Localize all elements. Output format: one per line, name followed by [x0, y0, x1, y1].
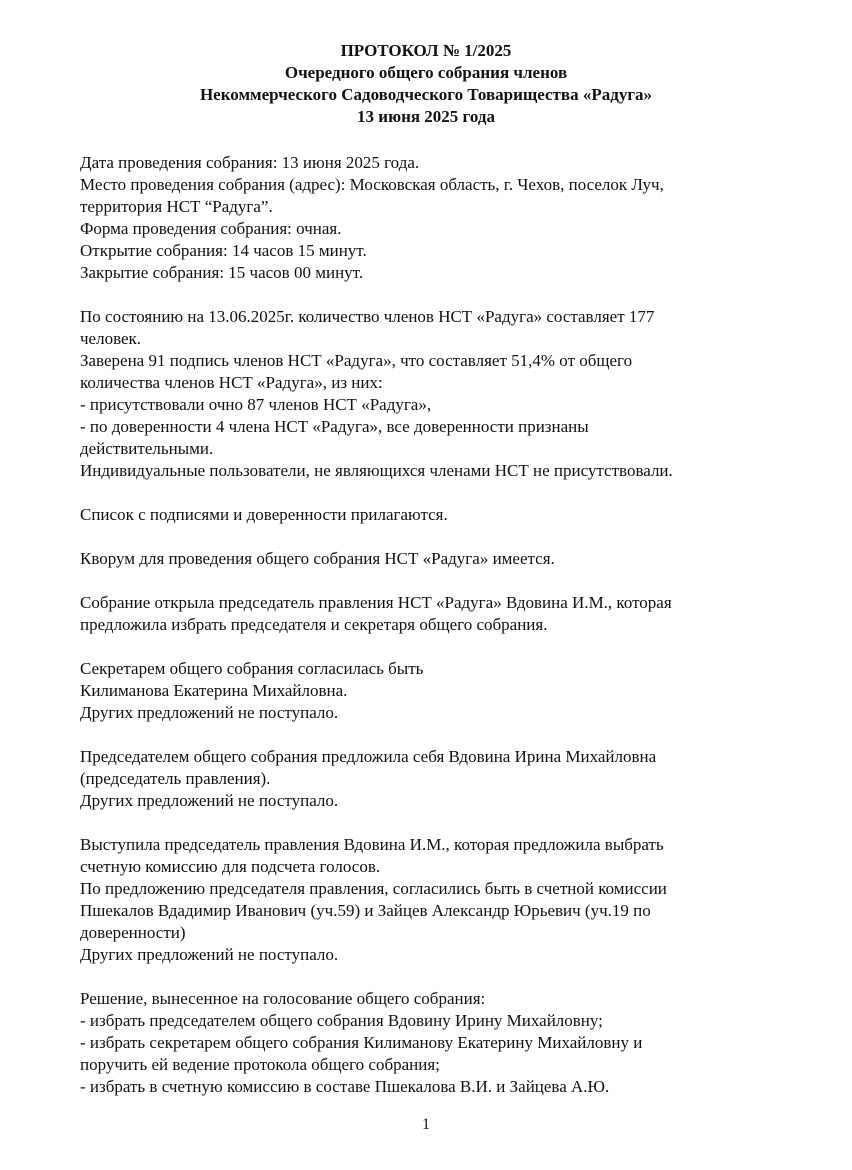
text-line: количества членов НСТ «Радуга», из них: [80, 373, 383, 392]
text-line: счетную комиссию для подсчета голосов. [80, 857, 381, 876]
text-line: предложила избрать председателя и секретаря общего собрания. [80, 615, 548, 634]
text-line: Пшекалов Вдадимир Иванович (уч.59) и Зайцев Александр Юрьевич (уч.19 по [80, 901, 651, 920]
text-line: Дата проведения собрания: 13 июня 2025 года. [80, 153, 420, 172]
text-line: территория НСТ “Радуга”. [80, 197, 273, 216]
text-line: Кворум для проведения общего собрания НСТ «Радуга» имеется. [80, 549, 555, 568]
text-line: Других предложений не поступало. [80, 945, 339, 964]
text-line: Решение, вынесенное на голосование общего собрания: [80, 989, 486, 1008]
text-line: действительными. [80, 439, 214, 458]
text-line: поручить ей ведение протокола общего собрания; [80, 1055, 440, 1074]
paragraph [80, 834, 780, 966]
text-line: Других предложений не поступало. [80, 703, 339, 722]
text-line: доверенности) [80, 923, 186, 942]
text-line: Форма проведения собрания: очная. [80, 219, 342, 238]
paragraph [80, 306, 780, 482]
text-line: - избрать секретарем общего собрания Килиманову Екатерину Михайловну и [80, 1033, 643, 1052]
text-line: Выступила председатель правления Вдовина И.М., которая предложила выбрать [80, 835, 664, 854]
text-line: Индивидуальные пользователи, не являющихся членами НСТ не присутствовали. [80, 461, 673, 480]
text-line: По состоянию на 13.06.2025г. количество членов НСТ «Радуга» составляет 177 [80, 307, 655, 326]
text-line: По предложению председателя правления, согласились быть в счетной комиссии [80, 879, 667, 898]
paragraph [80, 504, 780, 526]
text-line: (председатель правления). [80, 769, 271, 788]
text-line: Заверена 91 подпись членов НСТ «Радуга», что составляет 51,4% от общего [80, 351, 633, 370]
text-line: - избрать в счетную комиссию в составе Пшекалова В.И. и Зайцева А.Ю. [80, 1077, 610, 1096]
paragraph [80, 988, 780, 1098]
text-line: Других предложений не поступало. [80, 791, 339, 810]
protocol-body [80, 152, 780, 1098]
protocol-header [0, 40, 852, 128]
protocol-date: 13 июня 2025 года [357, 107, 495, 126]
text-line: Килиманова Екатерина Михайловна. [80, 681, 348, 700]
paragraph [80, 658, 780, 724]
text-line: Секретарем общего собрания согласилась быть [80, 659, 424, 678]
text-line: - избрать председателем общего собрания Вдовину Ирину Михайловну; [80, 1011, 603, 1030]
text-line: Место проведения собрания (адрес): Московская область, г. Чехов, поселок Луч, [80, 175, 664, 194]
page-number: 1 [422, 1116, 430, 1133]
text-line: - по доверенности 4 члена НСТ «Радуга», все доверенности признаны [80, 417, 589, 436]
text-line: человек. [80, 329, 142, 348]
paragraph [80, 152, 780, 284]
text-line: Собрание открыла председатель правления НСТ «Радуга» Вдовина И.М., которая [80, 593, 672, 612]
protocol-subtitle-line-1: Очередного общего собрания членов [284, 63, 568, 82]
paragraph [80, 592, 780, 636]
text-line: Открытие собрания: 14 часов 15 минут. [80, 241, 367, 260]
paragraph [80, 548, 780, 570]
paragraph [80, 746, 780, 812]
text-line: Председателем общего собрания предложила себя Вдовина Ирина Михайловна [80, 747, 657, 766]
protocol-subtitle-line-2: Некоммерческого Садоводческого Товарищества «Радуга» [199, 85, 653, 104]
text-line: Список с подписями и доверенности прилагаются. [80, 505, 448, 524]
text-line: Закрытие собрания: 15 часов 00 минут. [80, 263, 364, 282]
protocol-title: ПРОТОКОЛ № 1/2025 [340, 41, 512, 60]
text-line: - присутствовали очно 87 членов НСТ «Радуга», [80, 395, 432, 414]
